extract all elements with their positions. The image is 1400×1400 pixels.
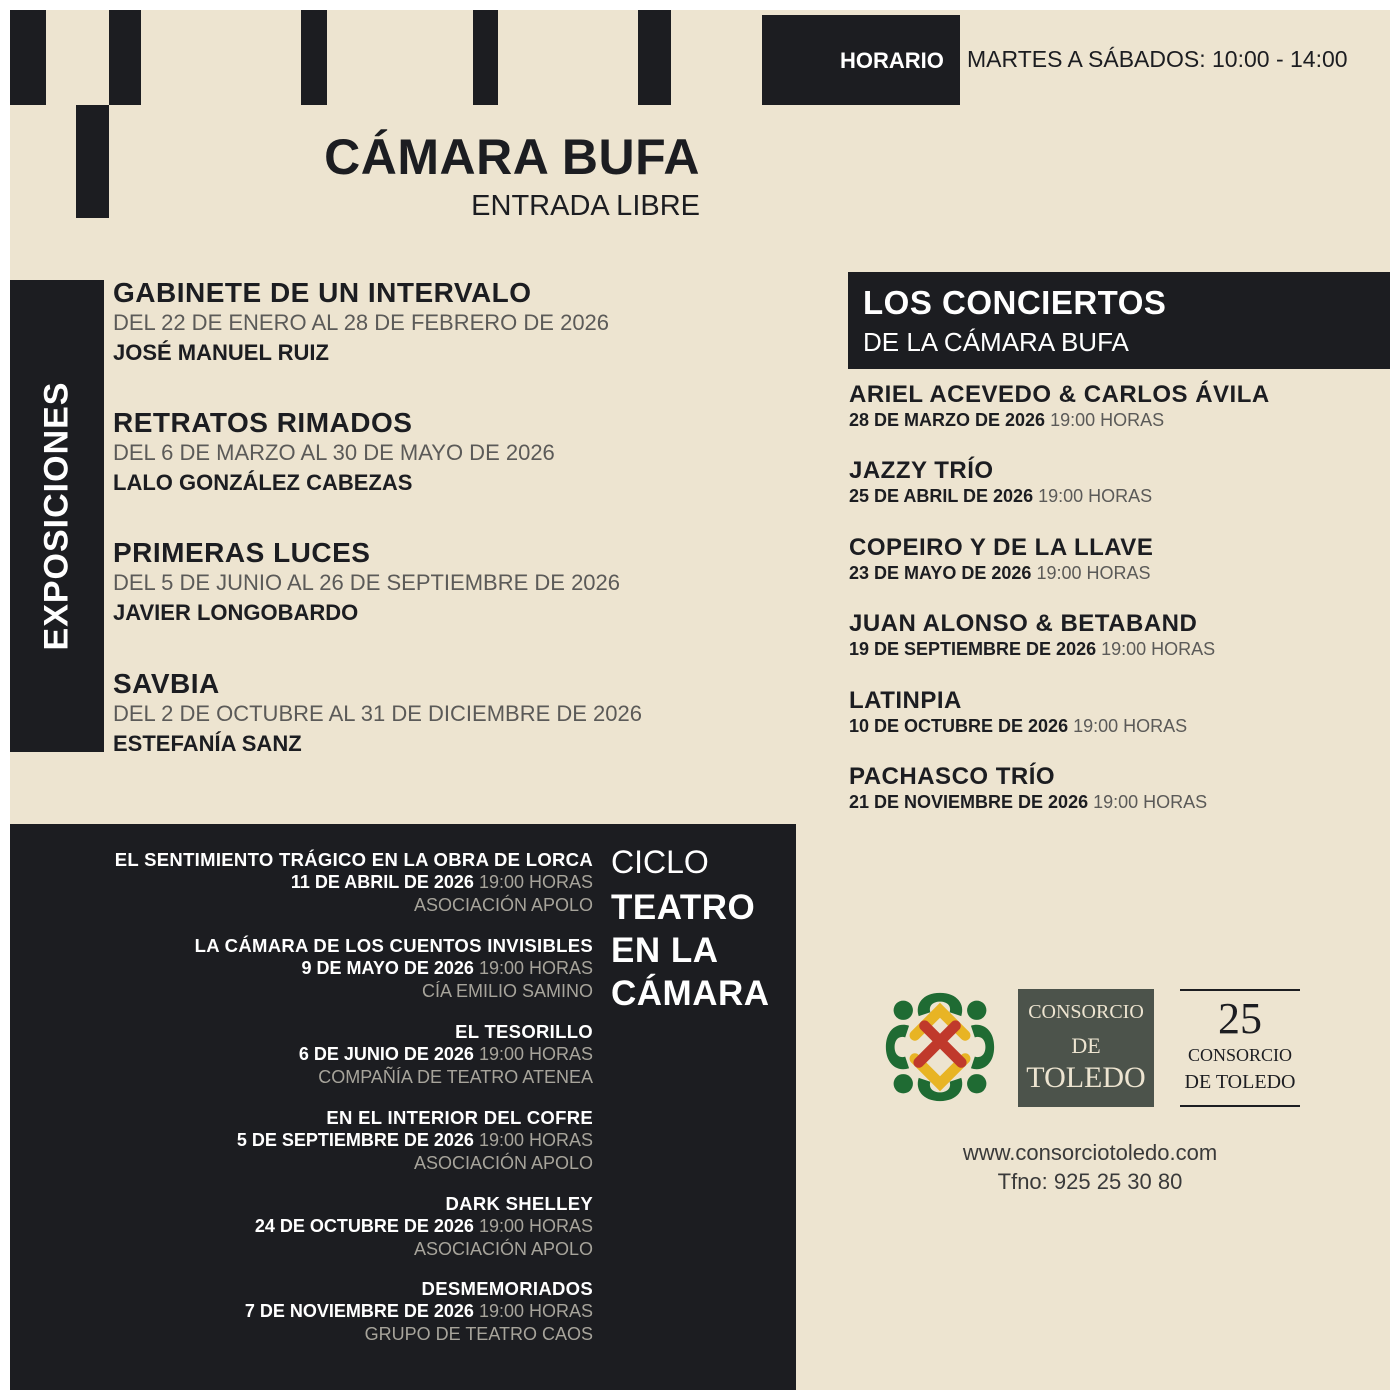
- play-item: [255, 1192, 593, 1261]
- play-item: [299, 1020, 593, 1089]
- decor-block: [76, 105, 109, 218]
- exhibition-item: [113, 669, 642, 759]
- concert-name: LATINPIA: [849, 687, 962, 714]
- play-title: DARK SHELLEY: [445, 1193, 593, 1214]
- concert-name: ARIEL ACEVEDO & CARLOS ÁVILA: [849, 381, 1270, 408]
- decor-block: [109, 10, 141, 105]
- schedule-label: HORARIO: [840, 48, 944, 73]
- play-date: 5 DE SEPTIEMBRE DE 2026: [236, 1130, 474, 1150]
- play-title: EL TESORILLO: [455, 1021, 593, 1042]
- concert-date: 21 DE NOVIEMBRE DE 2026: [849, 792, 1089, 812]
- exhibition-artist: JAVIER LONGOBARDO: [113, 600, 359, 625]
- concert-date: 25 DE ABRIL DE 2026: [849, 486, 1034, 506]
- concert-date: 23 DE MAYO DE 2026: [849, 563, 1032, 583]
- concert-date: 28 DE MARZO DE 2026: [849, 410, 1046, 430]
- page-title: CÁMARA BUFA: [324, 129, 700, 185]
- cycle-title-line: CÁMARA: [611, 974, 770, 1013]
- exhibition-artist: LALO GONZÁLEZ CABEZAS: [113, 470, 413, 495]
- concert-time: 19:00 HORAS: [1038, 486, 1153, 506]
- exhibition-dates: DEL 22 DE ENERO AL 28 DE FEBRERO DE 2026: [113, 310, 610, 335]
- exhibition-dates: DEL 6 DE MARZO AL 30 DE MAYO DE 2026: [113, 440, 555, 465]
- concert-time: 19:00 HORAS: [1101, 639, 1216, 659]
- play-title: LA CÁMARA DE LOS CUENTOS INVISIBLES: [194, 935, 593, 956]
- play-time: 19:00 HORAS: [478, 872, 593, 892]
- exhibitions-label: EXPOSICIONES: [37, 381, 76, 651]
- logo-text: CONSORCIO: [1028, 1001, 1144, 1023]
- concert-name: COPEIRO Y DE LA LLAVE: [849, 534, 1154, 561]
- exhibition-title: GABINETE DE UN INTERVALO: [113, 277, 532, 308]
- concert-date: 19 DE SEPTIEMBRE DE 2026: [849, 639, 1097, 659]
- phone-number: Tfno: 925 25 30 80: [997, 1169, 1183, 1194]
- page-subtitle: ENTRADA LIBRE: [471, 190, 700, 222]
- website-link[interactable]: www.consorciotoledo.com: [962, 1140, 1218, 1165]
- exhibition-title: SAVBIA: [113, 668, 220, 699]
- exhibition-artist: JOSÉ MANUEL RUIZ: [113, 340, 329, 365]
- exhibition-item: [113, 408, 555, 498]
- cycle-title-line: TEATRO: [611, 888, 756, 927]
- exhibition-item: [113, 538, 620, 628]
- concert-name: PACHASCO TRÍO: [849, 763, 1056, 790]
- play-date: 11 DE ABRIL DE 2026: [290, 872, 474, 892]
- logo-text: DE TOLEDO: [1184, 1071, 1296, 1093]
- concert-date: 10 DE OCTUBRE DE 2026: [849, 716, 1069, 736]
- play-time: 19:00 HORAS: [478, 1044, 593, 1064]
- concert-time: 19:00 HORAS: [1036, 563, 1151, 583]
- play-time: 19:00 HORAS: [478, 958, 593, 978]
- concert-item: [849, 764, 1207, 814]
- play-time: 19:00 HORAS: [478, 1130, 593, 1150]
- play-company: ASOCIACIÓN APOLO: [413, 1153, 593, 1173]
- play-company: CÍA EMILIO SAMINO: [421, 981, 593, 1001]
- play-date: 24 DE OCTUBRE DE 2026: [254, 1216, 474, 1236]
- logo-number: 25: [1218, 994, 1262, 1043]
- exhibition-item: [113, 278, 609, 368]
- play-item: [195, 934, 593, 1003]
- decor-block: [10, 10, 46, 105]
- concert-item: [849, 382, 1270, 432]
- exhibition-artist: ESTEFANÍA SANZ: [113, 731, 302, 756]
- play-company: ASOCIACIÓN APOLO: [413, 895, 593, 915]
- logo-text: DE: [1071, 1033, 1101, 1058]
- exhibition-dates: DEL 5 DE JUNIO AL 26 DE SEPTIEMBRE DE 2026: [113, 570, 621, 595]
- play-title: EN EL INTERIOR DEL COFRE: [326, 1107, 593, 1128]
- decor-block: [301, 10, 327, 105]
- exhibition-dates: DEL 2 DE OCTUBRE AL 31 DE DICIEMBRE DE 2026: [113, 701, 642, 726]
- concert-item: [849, 458, 1152, 508]
- cycle-label: CICLO: [611, 844, 709, 880]
- concert-name: JAZZY TRÍO: [849, 457, 994, 484]
- play-title: EL SENTIMIENTO TRÁGICO EN LA OBRA DE LORCA: [114, 849, 593, 870]
- play-item: [115, 848, 593, 917]
- play-time: 19:00 HORAS: [478, 1216, 593, 1236]
- play-company: COMPAÑÍA DE TEATRO ATENEA: [318, 1067, 593, 1087]
- consorcio-knot-logo-icon: [882, 989, 998, 1105]
- play-company: GRUPO DE TEATRO CAOS: [364, 1324, 593, 1344]
- concerts-subtitle: DE LA CÁMARA BUFA: [863, 327, 1129, 357]
- concert-name: JUAN ALONSO & BETABAND: [849, 610, 1198, 637]
- schedule-value: MARTES A SÁBADOS: 10:00 - 14:00: [967, 46, 1348, 72]
- play-item: [237, 1106, 593, 1175]
- decor-block: [473, 10, 498, 105]
- exhibition-title: RETRATOS RIMADOS: [113, 407, 413, 438]
- logo-text: CONSORCIO: [1187, 1045, 1293, 1065]
- decor-block: [638, 10, 671, 105]
- play-date: 6 DE JUNIO DE 2026: [298, 1044, 474, 1064]
- concert-time: 19:00 HORAS: [1093, 792, 1208, 812]
- poster: [10, 10, 1390, 1390]
- concert-time: 19:00 HORAS: [1073, 716, 1188, 736]
- play-date: 7 DE NOVIEMBRE DE 2026: [244, 1301, 474, 1321]
- play-item: [245, 1277, 593, 1346]
- concert-item: [849, 611, 1215, 661]
- concert-item: [849, 688, 1187, 738]
- concert-item: [849, 535, 1153, 585]
- concert-time: 19:00 HORAS: [1050, 410, 1165, 430]
- consorcio-toledo-logo-icon: [1018, 989, 1154, 1107]
- exhibition-title: PRIMERAS LUCES: [113, 537, 371, 568]
- consorcio-25-anniversary-logo-icon: [1180, 989, 1300, 1107]
- cycle-title-line: EN LA: [611, 931, 719, 970]
- play-title: DESMEMORIADOS: [421, 1278, 593, 1299]
- concerts-title: LOS CONCIERTOS: [863, 284, 1167, 321]
- play-time: 19:00 HORAS: [478, 1301, 593, 1321]
- logo-text: TOLEDO: [1026, 1061, 1146, 1094]
- play-company: ASOCIACIÓN APOLO: [413, 1239, 593, 1259]
- play-date: 9 DE MAYO DE 2026: [301, 958, 474, 978]
